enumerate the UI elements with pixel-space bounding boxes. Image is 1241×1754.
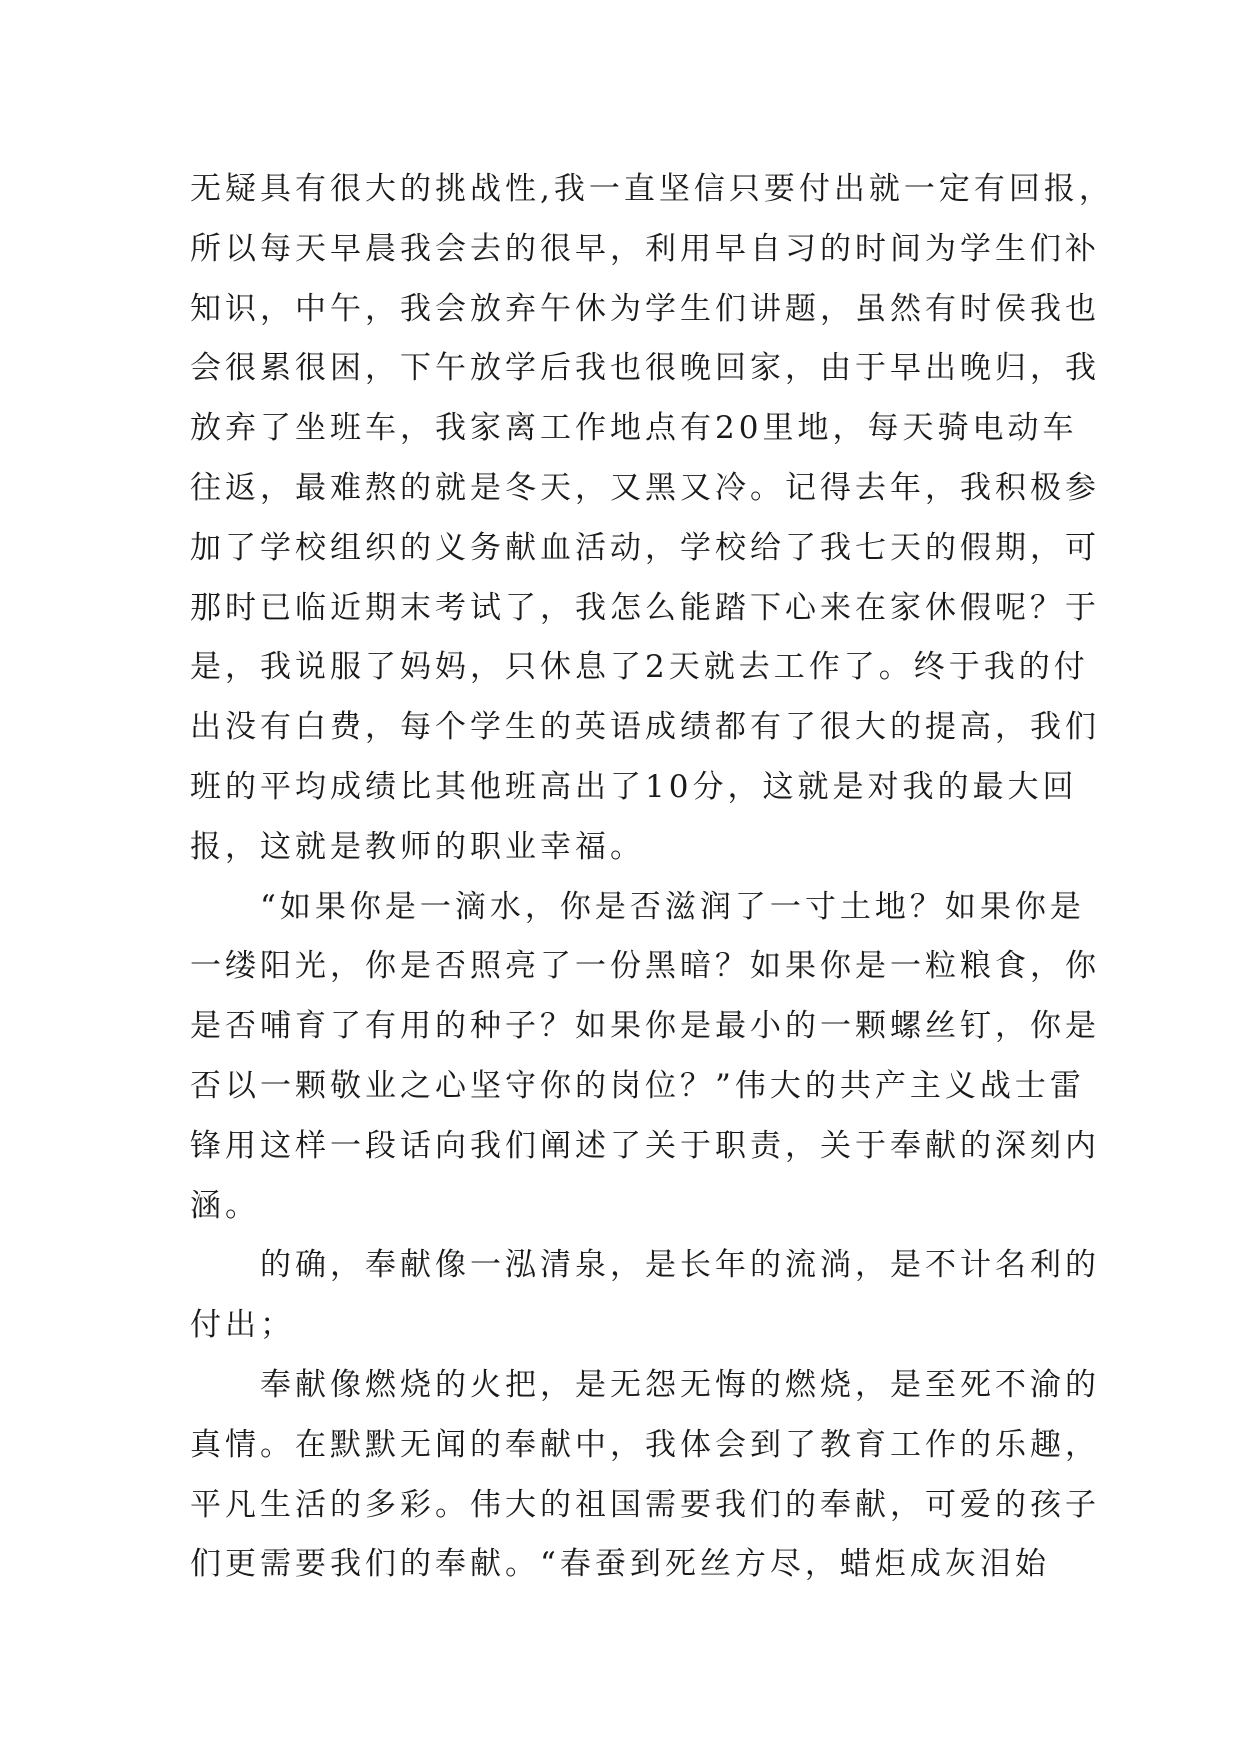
text-line: 班的平均成绩比其他班高出了10分，这就是对我的最大回: [190, 768, 1078, 805]
text-line: 报，这就是教师的职业幸福。: [190, 828, 645, 865]
text-line: 一缕阳光，你是否照亮了一份黑暗？如果你是一粒粮食，你: [190, 948, 1100, 985]
text-line: 锋用这样一段话向我们阐述了关于职责，关于奉献的深刻内: [190, 1127, 1100, 1164]
text-line: 往返，最难熬的就是冬天，又黑又冷。记得去年，我积极参: [190, 469, 1100, 506]
text-line: 涵。: [190, 1187, 260, 1224]
text-line: 知识，中午，我会放弃午休为学生们讲题，虽然有时侯我也: [190, 290, 1100, 327]
text-line: 所以每天早晨我会去的很早，利用早自习的时间为学生们补: [190, 230, 1100, 267]
text-line: 的确，奉献像一泓清泉，是长年的流淌，是不计名利的: [190, 1247, 1100, 1284]
text-line: 是，我说服了妈妈，只休息了2天就去工作了。终于我的付: [190, 649, 1089, 686]
text-line: 加了学校组织的义务献血活动，学校给了我七天的假期，可: [190, 529, 1100, 566]
text-line: 们更需要我们的奉献。“春蚕到死丝方尽，蜡炬成灰泪始: [190, 1546, 1050, 1583]
text-line: 无疑具有很大的挑战性,我一直坚信只要付出就一定有回报，: [190, 171, 1114, 207]
text-line: 平凡生活的多彩。伟大的祖国需要我们的奉献，可爱的孩子: [190, 1486, 1100, 1523]
document-body: [190, 160, 1114, 1595]
text-line: 奉献像燃烧的火把，是无怨无悔的燃烧，是至死不渝的: [190, 1366, 1100, 1403]
text-line: 是否哺育了有用的种子？如果你是最小的一颗螺丝钉，你是: [190, 1008, 1100, 1045]
text-line: 放弃了坐班车，我家离工作地点有20里地，每天骑电动车: [190, 410, 1078, 447]
text-line: 付出；: [190, 1307, 295, 1344]
text-line: 会很累很困，下午放学后我也很晚回家，由于早出晚归，我: [190, 350, 1100, 387]
text-line: 那时已临近期末考试了，我怎么能踏下心来在家休假呢？于: [190, 589, 1100, 626]
text-line: “如果你是一滴水，你是否滋润了一寸土地？如果你是: [190, 888, 1085, 925]
text-line: 真情。在默默无闻的奉献中，我体会到了教育工作的乐趣，: [190, 1426, 1100, 1463]
text-line: 出没有白费，每个学生的英语成绩都有了很大的提高，我们: [190, 709, 1100, 746]
text-line: 否以一颗敬业之心坚守你的岗位？”伟大的共产主义战士雷: [190, 1067, 1085, 1104]
